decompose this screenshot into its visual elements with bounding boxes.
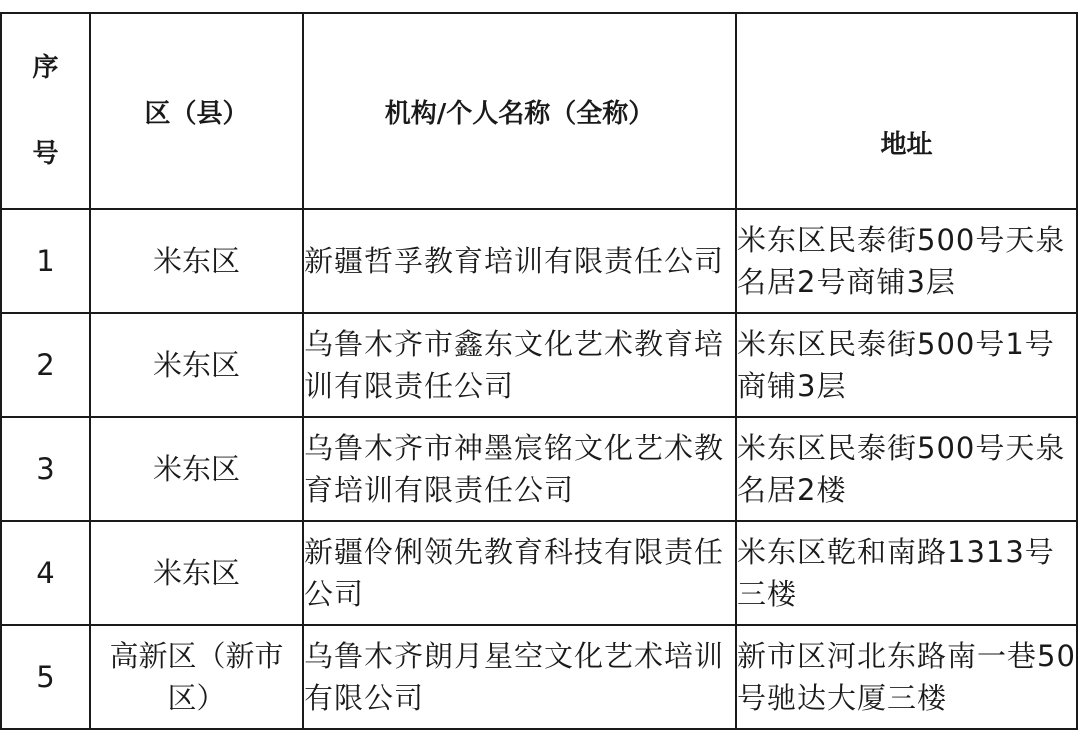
table-header-row [1,13,1077,209]
row-address: 米东区民泰街500号1号商铺3层 [736,313,1077,417]
row-org-name: 新疆伶俐领先教育科技有限责任公司 [303,521,736,625]
row-address: 米东区民泰街500号天泉名居2楼 [736,417,1077,521]
row-seq: 2 [1,313,90,417]
row-seq: 5 [1,625,90,729]
header-org-name: 机构/个人名称（全称） [303,13,736,209]
row-district: 米东区 [90,417,303,521]
row-district: 米东区 [90,521,303,625]
row-address: 新市区河北东路南一巷50号驰达大厦三楼 [736,625,1077,729]
row-org-name: 新疆哲孚教育培训有限责任公司 [303,209,736,313]
row-org-name: 乌鲁木齐市鑫东文化艺术教育培训有限责任公司 [303,313,736,417]
table-row [1,625,1077,729]
row-seq: 1 [1,209,90,313]
table-row [1,521,1077,625]
row-district: 米东区 [90,313,303,417]
header-district: 区（县） [90,13,303,209]
table-row [1,313,1077,417]
row-seq: 3 [1,417,90,521]
institution-table [0,12,1078,730]
row-district: 米东区 [90,209,303,313]
row-district: 高新区（新市区） [90,625,303,729]
table-row [1,417,1077,521]
header-seq: 序号 [1,13,90,209]
header-address: 地址 [736,13,1077,209]
row-org-name: 乌鲁木齐朗月星空文化艺术培训有限公司 [303,625,736,729]
row-address: 米东区乾和南路1313号三楼 [736,521,1077,625]
row-seq: 4 [1,521,90,625]
table-row [1,209,1077,313]
row-address: 米东区民泰街500号天泉名居2号商铺3层 [736,209,1077,313]
row-org-name: 乌鲁木齐市神墨宸铭文化艺术教育培训有限责任公司 [303,417,736,521]
